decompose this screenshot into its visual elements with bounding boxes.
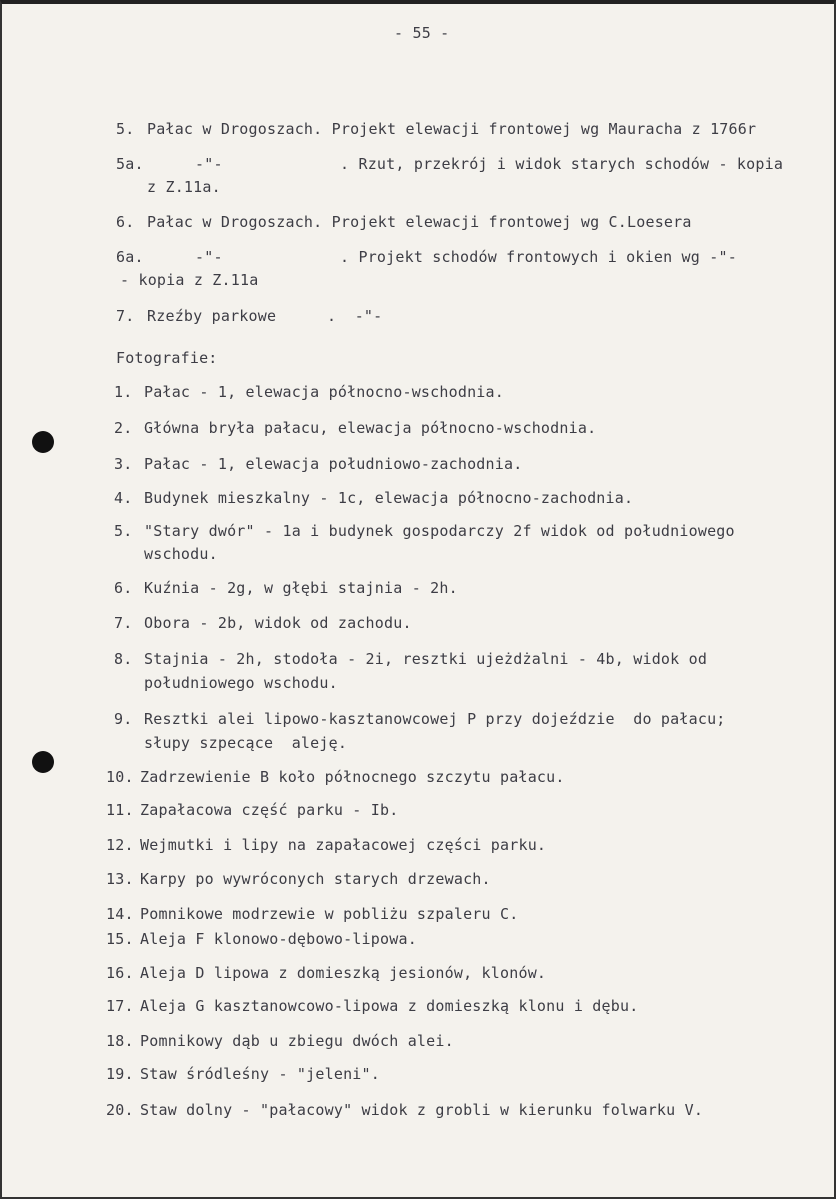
list-number: 5. — [116, 120, 135, 138]
list-number: 9. — [114, 710, 133, 728]
list-number: 17. — [106, 997, 134, 1015]
punch-hole — [32, 431, 54, 453]
list-item-text: Pałac w Drogoszach. Projekt elewacji frontowej wg C.Loesera — [147, 213, 692, 231]
list-number: 10. — [106, 768, 134, 786]
list-item-text: Kuźnia - 2g, w głębi stajnia - 2h. — [144, 579, 458, 597]
list-item-text: Aleja D lipowa z domieszką jesionów, klonów. — [140, 964, 547, 982]
section-heading: Fotografie: — [116, 349, 218, 367]
list-number: 8. — [114, 650, 133, 668]
list-item-text: Rzeźby parkowe — [147, 307, 277, 325]
list-item-text: Główna bryła pałacu, elewacja północno-wschodnia. — [144, 419, 597, 437]
list-number: 1. — [114, 383, 133, 401]
list-number: 7. — [116, 307, 135, 325]
list-item-tail: . -"- — [327, 307, 383, 325]
list-item-text: . Projekt schodów frontowych i okien wg -"- — [340, 248, 737, 266]
list-number: 5. — [114, 522, 133, 540]
list-item-text: Zapałacowa część parku - Ib. — [140, 801, 399, 819]
list-number: 4. — [114, 489, 133, 507]
list-item-text: Obora - 2b, widok od zachodu. — [144, 614, 412, 632]
punch-hole — [32, 751, 54, 773]
list-number: 20. — [106, 1101, 134, 1119]
list-item-text: Resztki alei lipowo-kasztanowcowej P przy dojeździe do pałacu; — [144, 710, 726, 728]
list-item-text: Karpy po wywróconych starych drzewach. — [140, 870, 491, 888]
list-number: 12. — [106, 836, 134, 854]
list-item-text: Pomnikowy dąb u zbiegu dwóch alei. — [140, 1032, 454, 1050]
list-item-text: "Stary dwór" - 1a i budynek gospodarczy 2f widok od południowego — [144, 522, 735, 540]
list-number: 14. — [106, 905, 134, 923]
list-item-text: Aleja G kasztanowcowo-lipowa z domieszką klonu i dębu. — [140, 997, 639, 1015]
list-item-text: Pałac w Drogoszach. Projekt elewacji frontowej wg Mauracha z 1766r — [147, 120, 757, 138]
list-item-text: Pałac - 1, elewacja południowo-zachodnia. — [144, 455, 523, 473]
list-number: 16. — [106, 964, 134, 982]
list-number: 2. — [114, 419, 133, 437]
list-item-text: Pomnikowe modrzewie w pobliżu szpaleru C. — [140, 905, 519, 923]
list-item-text: Zadrzewienie B koło północnego szczytu pałacu. — [140, 768, 565, 786]
list-number: 6a. — [116, 248, 144, 266]
list-item-continuation: - kopia z Z.11a — [120, 271, 259, 289]
list-item-text: Stajnia - 2h, stodoła - 2i, resztki ujeżdżalni - 4b, widok od — [144, 650, 708, 668]
list-number: 13. — [106, 870, 134, 888]
page-number: - 55 - — [394, 24, 450, 42]
list-number: 11. — [106, 801, 134, 819]
list-item-continuation: południowego wschodu. — [144, 674, 338, 692]
list-number: 15. — [106, 930, 134, 948]
ditto-mark: -"- — [195, 155, 223, 173]
list-item-text: Wejmutki i lipy na zapałacowej części parku. — [140, 836, 547, 854]
list-number: 18. — [106, 1032, 134, 1050]
list-item-text: . Rzut, przekrój i widok starych schodów - kopia — [340, 155, 784, 173]
list-number: 6. — [116, 213, 135, 231]
list-number: 19. — [106, 1065, 134, 1083]
list-item-text: Aleja F klonowo-dębowo-lipowa. — [140, 930, 417, 948]
list-item-continuation: słupy szpecące aleję. — [144, 734, 348, 752]
list-item-text: Pałac - 1, elewacja północno-wschodnia. — [144, 383, 504, 401]
list-number: 5a. — [116, 155, 144, 173]
list-item-text: Staw śródleśny - "jeleni". — [140, 1065, 380, 1083]
list-item-continuation: z Z.11a. — [147, 178, 221, 196]
list-item-continuation: wschodu. — [144, 545, 218, 563]
ditto-mark: -"- — [195, 248, 223, 266]
list-number: 6. — [114, 579, 133, 597]
list-item-text: Budynek mieszkalny - 1c, elewacja północno-zachodnia. — [144, 489, 634, 507]
list-number: 3. — [114, 455, 133, 473]
list-item-text: Staw dolny - "pałacowy" widok z grobli w kierunku folwarku V. — [140, 1101, 704, 1119]
list-number: 7. — [114, 614, 133, 632]
